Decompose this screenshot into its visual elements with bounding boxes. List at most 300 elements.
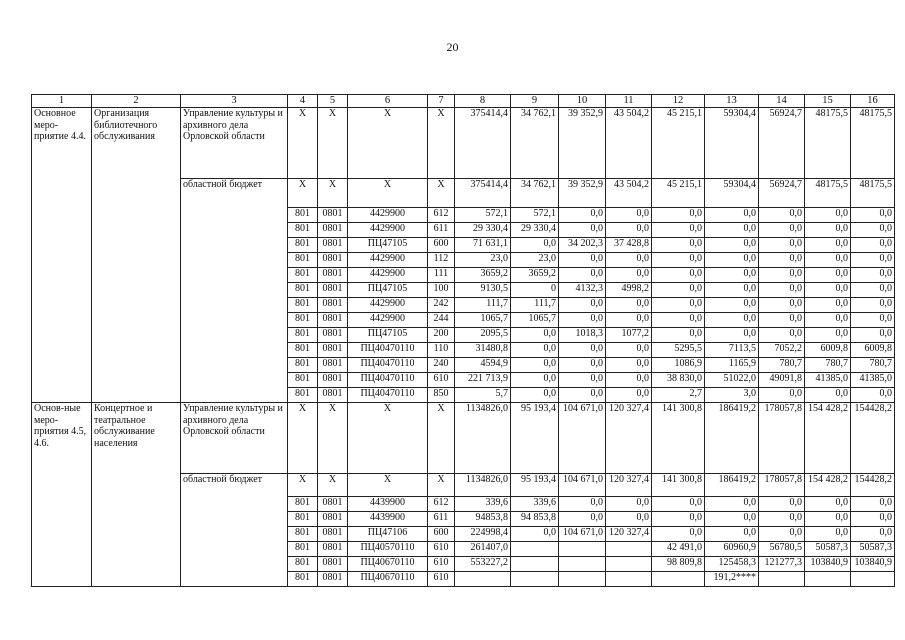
value-cell: 0,0 [705,268,759,283]
value-cell: 42 491,0 [652,542,705,557]
value-cell: 0,0 [851,238,895,253]
value-cell: 5295,5 [652,343,705,358]
value-cell: 0,0 [705,283,759,298]
value-cell: 0,0 [805,238,851,253]
value-cell: 0,0 [606,268,652,283]
value-cell: 780,7 [805,358,851,373]
value-cell: 801 [288,388,318,403]
value-cell: 6009,8 [805,343,851,358]
value-cell: 0,0 [511,388,559,403]
value-cell: 801 [288,238,318,253]
value-cell: 0,0 [606,358,652,373]
value-cell: 801 [288,557,318,572]
value-cell: 0,0 [511,238,559,253]
value-cell: X [288,108,318,179]
value-cell: 611 [428,223,455,238]
value-cell: 0,0 [559,388,606,403]
value-cell: X [288,179,318,208]
value-cell: 1065,7 [511,313,559,328]
value-cell: 60960,9 [705,542,759,557]
value-cell: 0,0 [652,512,705,527]
header-cell: 14 [759,95,805,108]
value-cell: 0,0 [805,328,851,343]
value-cell: 4429900 [348,253,428,268]
value-cell: 34 762,1 [511,179,559,208]
value-cell: 0,0 [759,283,805,298]
value-cell: 0,0 [705,238,759,253]
value-cell: 0,0 [805,283,851,298]
value-cell: 0,0 [652,253,705,268]
value-cell: ПЦ47105 [348,328,428,343]
value-cell: 103840,9 [851,557,895,572]
value-cell: 0,0 [559,253,606,268]
value-cell: 0,0 [652,298,705,313]
value-cell: 1165,9 [705,358,759,373]
value-cell: 375414,4 [455,179,511,208]
value-cell: 56924,7 [759,108,805,179]
value-cell: 0,0 [759,328,805,343]
value-cell: 0801 [318,497,348,512]
value-cell: 801 [288,542,318,557]
value-cell: 48175,5 [805,108,851,179]
value-cell: 339,6 [511,497,559,512]
value-cell: 0,0 [511,527,559,542]
value-cell: 59304,4 [705,179,759,208]
value-cell: 0801 [318,358,348,373]
value-cell: 780,7 [851,358,895,373]
value-cell: 0,0 [606,343,652,358]
value-cell: 801 [288,253,318,268]
value-cell: 0,0 [606,497,652,512]
value-cell: 0801 [318,373,348,388]
value-cell: 0,0 [652,223,705,238]
value-cell: 0,0 [805,223,851,238]
header-cell: 6 [348,95,428,108]
value-cell: 0,0 [759,253,805,268]
value-cell: 111,7 [511,298,559,313]
header-cell: 4 [288,95,318,108]
value-cell: 34 202,3 [559,238,606,253]
value-cell: 50587,3 [851,542,895,557]
header-cell: 7 [428,95,455,108]
value-cell: 4429900 [348,268,428,283]
value-cell: 154428,2 [851,474,895,497]
value-cell: 45 215,1 [652,108,705,179]
value-cell: 224998,4 [455,527,511,542]
value-cell: 0,0 [851,253,895,268]
header-cell: 8 [455,95,511,108]
value-cell: 4429900 [348,223,428,238]
value-cell: 0,0 [559,358,606,373]
value-cell: 125458,3 [705,557,759,572]
value-cell: 0,0 [851,512,895,527]
value-cell: 0,0 [805,253,851,268]
header-cell: 15 [805,95,851,108]
value-cell: 0,0 [652,283,705,298]
value-cell: 0,0 [851,388,895,403]
value-cell: X [428,179,455,208]
value-cell: 120 327,4 [606,527,652,542]
value-cell: 94 853,8 [511,512,559,527]
value-cell [559,572,606,587]
value-cell: 600 [428,527,455,542]
header-cell: 10 [559,95,606,108]
value-cell: 0,0 [705,223,759,238]
value-cell: ПЦ40470110 [348,358,428,373]
value-cell [511,557,559,572]
value-cell: 242 [428,298,455,313]
header-cell: 12 [652,95,705,108]
value-cell: 0801 [318,542,348,557]
value-cell: 43 504,2 [606,108,652,179]
value-cell: 801 [288,223,318,238]
value-cell: 801 [288,373,318,388]
value-cell: 0,0 [559,343,606,358]
value-cell: 95 193,4 [511,403,559,474]
value-cell [511,542,559,557]
value-cell: 0,0 [705,313,759,328]
value-cell [606,542,652,557]
value-cell: 0,0 [705,208,759,223]
value-cell: 0,0 [511,358,559,373]
value-cell: X [348,179,428,208]
value-cell: 3659,2 [455,268,511,283]
value-cell: X [288,403,318,474]
value-cell: 0,0 [851,268,895,283]
value-cell: 0,0 [606,223,652,238]
value-cell: 0801 [318,253,348,268]
value-cell: 0,0 [759,512,805,527]
value-cell: 801 [288,268,318,283]
value-cell: 0,0 [705,527,759,542]
value-cell: 610 [428,572,455,587]
value-cell: 0,0 [652,497,705,512]
value-cell: 141 300,8 [652,474,705,497]
value-cell: X [348,474,428,497]
value-cell: 801 [288,358,318,373]
value-cell: 261407,0 [455,542,511,557]
value-cell: X [348,403,428,474]
value-cell: 31480,8 [455,343,511,358]
value-cell: 0,0 [559,497,606,512]
value-cell: 0,0 [759,298,805,313]
value-cell: 1134826,0 [455,474,511,497]
value-cell: 801 [288,527,318,542]
value-cell: 3,0 [705,388,759,403]
value-cell: 111 [428,268,455,283]
value-cell: 0,0 [652,313,705,328]
value-cell [606,572,652,587]
value-cell: 0,0 [652,238,705,253]
value-cell: 104 671,0 [559,474,606,497]
header-cell: 3 [181,95,288,108]
value-cell: 0,0 [705,497,759,512]
value-cell: 1065,7 [455,313,511,328]
value-cell: 186419,2 [705,474,759,497]
value-cell: 375414,4 [455,108,511,179]
value-cell: 801 [288,497,318,512]
value-cell: 0,0 [851,313,895,328]
value-cell: 801 [288,512,318,527]
value-cell: 0801 [318,238,348,253]
value-cell: 6009,8 [851,343,895,358]
value-cell: 104 671,0 [559,527,606,542]
value-cell: 94853,8 [455,512,511,527]
value-cell: 9130,5 [455,283,511,298]
value-cell: 0801 [318,572,348,587]
value-cell: 0,0 [805,298,851,313]
value-cell: 4429900 [348,298,428,313]
value-cell: 1018,3 [559,328,606,343]
value-cell: 0,0 [759,313,805,328]
value-cell: 0,0 [705,298,759,313]
value-cell: 0801 [318,223,348,238]
value-cell: 0,0 [606,512,652,527]
value-cell: 104 671,0 [559,403,606,474]
value-cell: 38 830,0 [652,373,705,388]
value-cell: 0,0 [559,512,606,527]
value-cell: 0,0 [759,388,805,403]
header-cell: 2 [92,95,181,108]
value-cell: 112 [428,253,455,268]
value-cell: 4132,3 [559,283,606,298]
value-cell: 850 [428,388,455,403]
value-cell: X [428,474,455,497]
value-cell: 801 [288,328,318,343]
value-cell: X [288,474,318,497]
value-cell: 200 [428,328,455,343]
value-cell: ПЦ40670110 [348,557,428,572]
value-cell: 4998,2 [606,283,652,298]
value-cell: 4594,9 [455,358,511,373]
value-cell: 612 [428,497,455,512]
value-cell: 50587,3 [805,542,851,557]
value-cell: 37 428,8 [606,238,652,253]
value-cell: 56924,7 [759,179,805,208]
value-cell: ПЦ40670110 [348,572,428,587]
value-cell: 0,0 [805,208,851,223]
value-cell: 801 [288,283,318,298]
value-cell: 95 193,4 [511,474,559,497]
value-cell: 100 [428,283,455,298]
value-cell: 0,0 [652,268,705,283]
value-cell: 612 [428,208,455,223]
value-cell: 7052,2 [759,343,805,358]
value-cell: 611 [428,512,455,527]
value-cell: 121277,3 [759,557,805,572]
header-cell: 1 [32,95,92,108]
table-row [32,403,895,474]
value-cell: 0,0 [606,253,652,268]
value-cell: 0,0 [805,388,851,403]
value-cell: 0,0 [511,373,559,388]
value-cell: 244 [428,313,455,328]
value-cell: 610 [428,373,455,388]
value-cell: 186419,2 [705,403,759,474]
header-cell: 16 [851,95,895,108]
header-cell: 5 [318,95,348,108]
header-cell: 11 [606,95,652,108]
value-cell: 0,0 [559,208,606,223]
value-cell [559,557,606,572]
value-cell: 103840,9 [805,557,851,572]
value-cell: 610 [428,557,455,572]
value-cell: X [318,403,348,474]
value-cell: ПЦ40470110 [348,373,428,388]
value-cell: 0801 [318,512,348,527]
value-cell: 154 428,2 [805,474,851,497]
value-cell: 0,0 [805,512,851,527]
value-cell: 2,7 [652,388,705,403]
value-cell: ПЦ47105 [348,238,428,253]
value-cell: 41385,0 [805,373,851,388]
manager-cell: Управление культуры и архивного дела Орловской области [181,108,288,179]
value-cell: 29 330,4 [511,223,559,238]
value-cell: 154 428,2 [805,403,851,474]
value-cell: 48175,5 [805,179,851,208]
value-cell: 39 352,9 [559,108,606,179]
event-name-cell: Основ-ные меро-приятия 4.5, 4.6. [32,403,92,587]
value-cell: 0,0 [559,268,606,283]
value-cell: 110 [428,343,455,358]
value-cell: 0,0 [559,223,606,238]
value-cell: X [318,474,348,497]
value-cell: 34 762,1 [511,108,559,179]
header-cell: 13 [705,95,759,108]
value-cell: 1086,9 [652,358,705,373]
value-cell: 0,0 [705,328,759,343]
value-cell: ПЦ40470110 [348,388,428,403]
value-cell: 0 [511,283,559,298]
value-cell: 39 352,9 [559,179,606,208]
value-cell: 0,0 [652,328,705,343]
value-cell: 0801 [318,388,348,403]
value-cell: 0,0 [805,313,851,328]
value-cell: 1077,2 [606,328,652,343]
value-cell: 0801 [318,268,348,283]
value-cell: 0,0 [759,527,805,542]
value-cell: 0,0 [759,497,805,512]
value-cell [759,572,805,587]
value-cell: 801 [288,298,318,313]
value-cell: 0801 [318,328,348,343]
value-cell: X [318,179,348,208]
value-cell: 43 504,2 [606,179,652,208]
value-cell: 610 [428,542,455,557]
value-cell: 0,0 [606,208,652,223]
value-cell: 600 [428,238,455,253]
value-cell [652,572,705,587]
value-cell: 48175,5 [851,179,895,208]
value-cell: 0,0 [559,313,606,328]
value-cell: 0,0 [759,208,805,223]
manager-cell: Управление культуры и архивного дела Орловской области [181,403,288,474]
value-cell: 801 [288,572,318,587]
value-cell: 0,0 [606,388,652,403]
value-cell: 4439900 [348,497,428,512]
value-cell: 0801 [318,527,348,542]
value-cell: ПЦ40570110 [348,542,428,557]
program-name-cell: Организация библиотечного обслуживания [92,108,181,403]
value-cell [511,572,559,587]
value-cell: 0,0 [759,223,805,238]
value-cell: 49091,8 [759,373,805,388]
value-cell: 0,0 [759,268,805,283]
value-cell: 0801 [318,298,348,313]
value-cell: 178057,8 [759,403,805,474]
value-cell: 1134826,0 [455,403,511,474]
value-cell: X [318,108,348,179]
value-cell: 0,0 [851,497,895,512]
value-cell: X [428,108,455,179]
value-cell: 0,0 [851,283,895,298]
value-cell: 48175,5 [851,108,895,179]
value-cell [455,572,511,587]
value-cell: 4429900 [348,313,428,328]
value-cell: 59304,4 [705,108,759,179]
value-cell: 221 713,9 [455,373,511,388]
value-cell: 0,0 [851,527,895,542]
value-cell: 0,0 [606,298,652,313]
value-cell: 4439900 [348,512,428,527]
value-cell: 41385,0 [851,373,895,388]
value-cell: 0801 [318,283,348,298]
value-cell: 51022,0 [705,373,759,388]
value-cell: 191,2**** [705,572,759,587]
value-cell [559,542,606,557]
value-cell: 141 300,8 [652,403,705,474]
value-cell: 29 330,4 [455,223,511,238]
event-name-cell: Основное меро-приятие 4.4. [32,108,92,403]
value-cell: 0,0 [705,253,759,268]
value-cell: 801 [288,343,318,358]
value-cell: 0,0 [559,298,606,313]
value-cell: 0,0 [511,343,559,358]
header-cell: 9 [511,95,559,108]
value-cell: 0,0 [805,527,851,542]
value-cell: 801 [288,313,318,328]
page-number: 20 [446,40,459,54]
value-cell: 3659,2 [511,268,559,283]
value-cell: 572,1 [511,208,559,223]
value-cell: 0,0 [511,328,559,343]
value-cell: 23,0 [455,253,511,268]
value-cell: 2095,5 [455,328,511,343]
value-cell: ПЦ47106 [348,527,428,542]
value-cell: 4429900 [348,208,428,223]
value-cell: 178057,8 [759,474,805,497]
value-cell: 5,7 [455,388,511,403]
value-cell: 98 809,8 [652,557,705,572]
value-cell: 0,0 [606,373,652,388]
value-cell: 7113,5 [705,343,759,358]
value-cell: 553227,2 [455,557,511,572]
budget-label-cell: областной бюджет [181,179,288,403]
value-cell: 23,0 [511,253,559,268]
budget-label-cell: областной бюджет [181,474,288,587]
value-cell: ПЦ40470110 [348,343,428,358]
value-cell: 0,0 [805,497,851,512]
value-cell: 0,0 [851,298,895,313]
value-cell: 240 [428,358,455,373]
value-cell [851,572,895,587]
value-cell: 0,0 [851,223,895,238]
value-cell: 572,1 [455,208,511,223]
header-row [32,95,895,108]
value-cell: 0,0 [851,208,895,223]
value-cell: ПЦ47105 [348,283,428,298]
value-cell: 0801 [318,557,348,572]
